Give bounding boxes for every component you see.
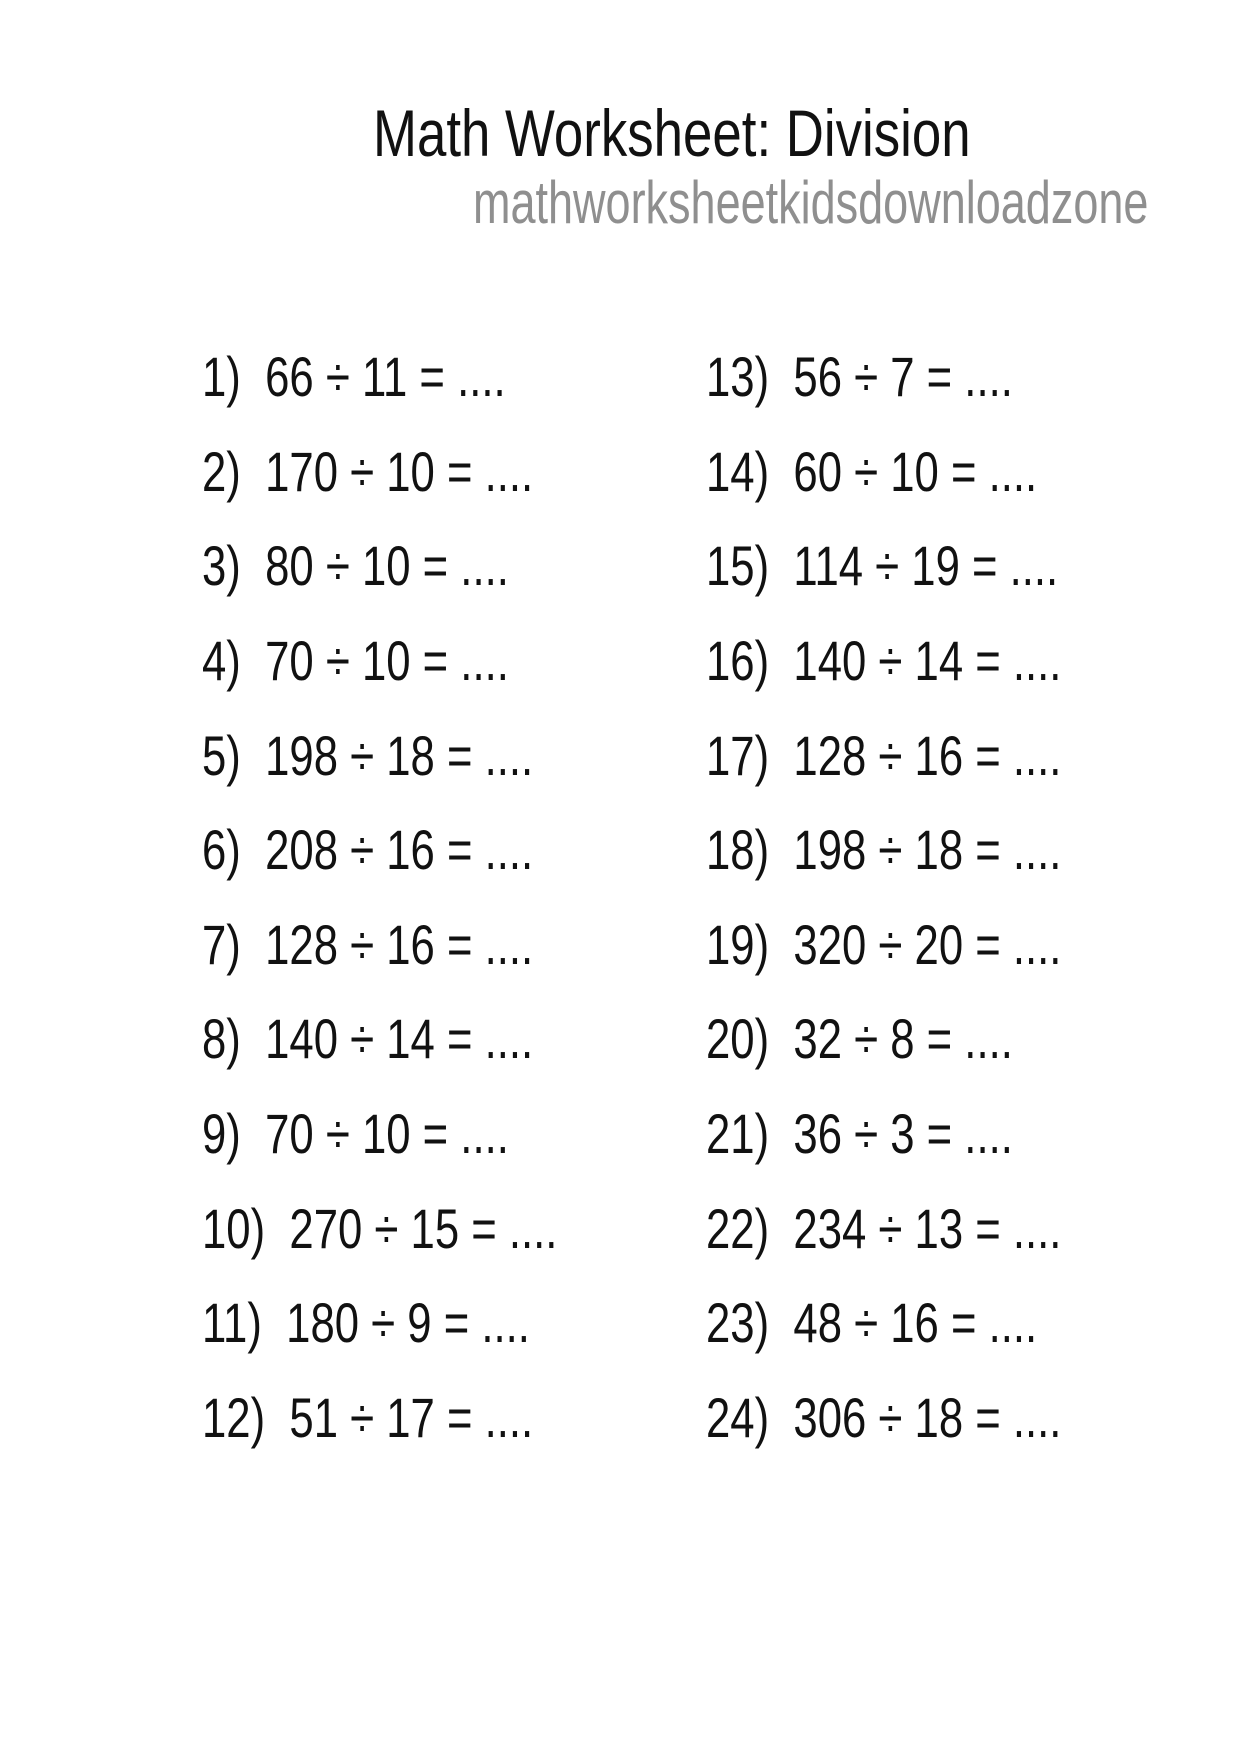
worksheet-title: Math Worksheet: Division bbox=[373, 96, 971, 170]
problem-text: 9) 70 ÷ 10 = .... bbox=[202, 1102, 509, 1166]
problem-item bbox=[202, 1371, 658, 1466]
problem-item bbox=[202, 519, 658, 614]
problem-item bbox=[706, 330, 1162, 425]
problem-item bbox=[706, 803, 1162, 898]
problem-item bbox=[202, 708, 658, 803]
problem-text: 23) 48 ÷ 16 = .... bbox=[706, 1291, 1038, 1355]
problem-text: 15) 114 ÷ 19 = .... bbox=[706, 534, 1059, 598]
problem-text: 2) 170 ÷ 10 = .... bbox=[202, 439, 534, 503]
problem-item bbox=[202, 614, 658, 709]
problem-item bbox=[706, 1181, 1162, 1276]
problem-item bbox=[202, 898, 658, 993]
problem-text: 3) 80 ÷ 10 = .... bbox=[202, 534, 509, 598]
problem-item bbox=[202, 992, 658, 1087]
worksheet-subtitle: mathworksheetkidsdownloadzone bbox=[473, 169, 1149, 236]
problem-text: 22) 234 ÷ 13 = .... bbox=[706, 1196, 1062, 1260]
problem-item bbox=[706, 614, 1162, 709]
problem-item bbox=[202, 425, 658, 520]
problem-text: 8) 140 ÷ 14 = .... bbox=[202, 1007, 534, 1071]
problem-text: 19) 320 ÷ 20 = .... bbox=[706, 912, 1062, 976]
problem-text: 4) 70 ÷ 10 = .... bbox=[202, 629, 509, 693]
problems-column-left bbox=[202, 330, 658, 1465]
problem-text: 6) 208 ÷ 16 = .... bbox=[202, 818, 534, 882]
problem-text: 10) 270 ÷ 15 = .... bbox=[202, 1196, 558, 1260]
problem-item bbox=[706, 1371, 1162, 1466]
problem-item bbox=[202, 1276, 658, 1371]
problem-text: 11) 180 ÷ 9 = .... bbox=[202, 1291, 530, 1355]
problem-text: 13) 56 ÷ 7 = .... bbox=[706, 345, 1013, 409]
problem-text: 20) 32 ÷ 8 = .... bbox=[706, 1007, 1013, 1071]
problem-text: 7) 128 ÷ 16 = .... bbox=[202, 912, 534, 976]
problem-text: 12) 51 ÷ 17 = .... bbox=[202, 1385, 534, 1449]
problem-item bbox=[706, 425, 1162, 520]
problem-item bbox=[706, 1087, 1162, 1182]
problem-item bbox=[706, 708, 1162, 803]
problem-text: 24) 306 ÷ 18 = .... bbox=[706, 1385, 1062, 1449]
problem-item bbox=[202, 1181, 658, 1276]
problem-item bbox=[202, 1087, 658, 1182]
problem-item bbox=[706, 992, 1162, 1087]
problem-item bbox=[706, 519, 1162, 614]
problem-text: 1) 66 ÷ 11 = .... bbox=[202, 345, 506, 409]
problem-text: 5) 198 ÷ 18 = .... bbox=[202, 723, 534, 787]
problem-item bbox=[706, 898, 1162, 993]
problem-text: 14) 60 ÷ 10 = .... bbox=[706, 439, 1038, 503]
problem-text: 17) 128 ÷ 16 = .... bbox=[706, 723, 1062, 787]
problem-item bbox=[202, 803, 658, 898]
problems-column-right bbox=[706, 330, 1162, 1465]
problem-text: 21) 36 ÷ 3 = .... bbox=[706, 1102, 1013, 1166]
problem-item bbox=[202, 330, 658, 425]
problem-text: 18) 198 ÷ 18 = .... bbox=[706, 818, 1062, 882]
problem-item bbox=[706, 1276, 1162, 1371]
problem-text: 16) 140 ÷ 14 = .... bbox=[706, 629, 1062, 693]
